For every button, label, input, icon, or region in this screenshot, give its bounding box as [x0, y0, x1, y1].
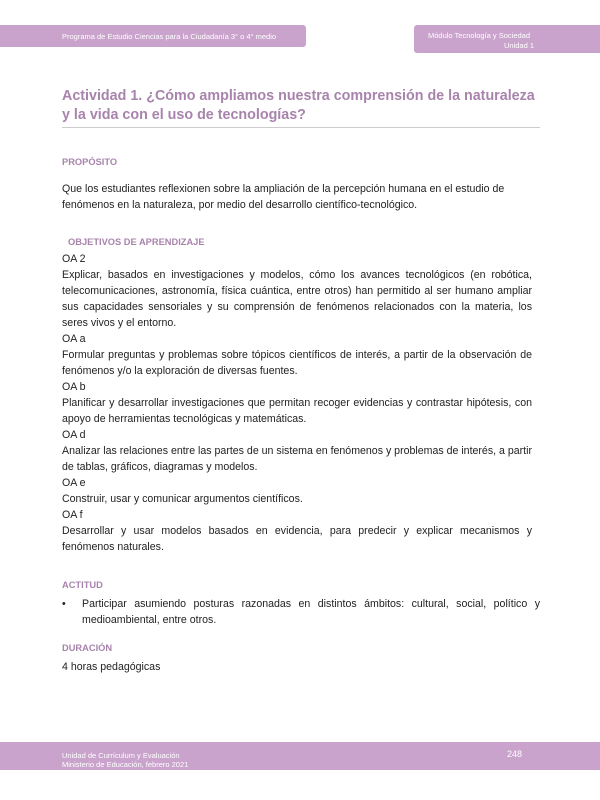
actitud-text: Participar asumiendo posturas razonadas en distintos ámbitos: cultural, social, político y medioambiental, entre otros.: [82, 598, 540, 626]
header-right-band: [414, 25, 600, 53]
oa-text: Analizar las relaciones entre las partes de un sistema en fenómenos y problemas de interés, a partir de tablas, gráficos, diagramas y modelos.: [62, 445, 532, 473]
objetivos-list: [62, 251, 532, 555]
oa-code: OA b: [62, 381, 86, 393]
oa-text: Desarrollar y usar modelos basados en evidencia, para predecir y explicar mecanismos y fenómenos naturales.: [62, 525, 532, 553]
proposito-text: Que los estudiantes reflexionen sobre la ampliación de la percepción humana en el estudio de fenómenos en la naturaleza, por medio del desarrollo científico-tecnológico.: [62, 183, 505, 211]
oa-code: OA d: [62, 429, 86, 441]
header-left-band: [0, 25, 306, 47]
footer-band: [0, 742, 600, 770]
oa-text: Construir, usar y comunicar argumentos científicos.: [62, 493, 303, 505]
oa-text: Planificar y desarrollar investigaciones que permitan recoger evidencias y contrastar hipótesis, con apoyo de herramientas tecnológicas y matemáticas.: [62, 397, 532, 425]
oa-code: OA a: [62, 333, 86, 345]
oa-code: OA f: [62, 509, 83, 521]
header-program-title: Programa de Estudio Ciencias para la Ciudadanía 3° o 4° medio: [62, 32, 277, 41]
oa-text: Formular preguntas y problemas sobre tópicos científicos de interés, a partir de la observación de fenómenos y/o la exploración de diversas fuentes.: [62, 349, 532, 377]
page-number: 248: [507, 749, 523, 759]
duracion-heading: DURACIÓN: [62, 643, 113, 653]
footer-unit: Unidad de Currículum y Evaluación: [62, 751, 180, 760]
header-module-name: Módulo Tecnología y Sociedad: [428, 31, 531, 40]
footer-ministry: Ministerio de Educación, febrero 2021: [62, 760, 189, 769]
proposito-heading: PROPÓSITO: [62, 157, 118, 167]
oa-code: OA 2: [62, 253, 86, 265]
actitud-heading: ACTITUD: [62, 580, 103, 590]
oa-code: OA e: [62, 477, 86, 489]
title-divider: [62, 127, 540, 128]
duracion-text: 4 horas pedagógicas: [62, 661, 161, 673]
activity-title: Actividad 1. ¿Cómo ampliamos nuestra comprensión de la naturaleza y la vida con el uso de tecnologías?: [62, 88, 535, 123]
bullet-icon: •: [62, 598, 66, 610]
header-unit-label: Unidad 1: [503, 41, 534, 50]
objetivos-heading: OBJETIVOS DE APRENDIZAJE: [68, 237, 205, 247]
oa-text: Explicar, basados en investigaciones y modelos, cómo los avances tecnológicos (en robótica, telecomunicaciones, astronomía, física cuántica, entre otros) han permitido al ser humano ampliar sus capacidades sensoriales y su comprensión de fenómenos relacionados con la materia, los seres vivos y el entorno.: [62, 269, 532, 329]
